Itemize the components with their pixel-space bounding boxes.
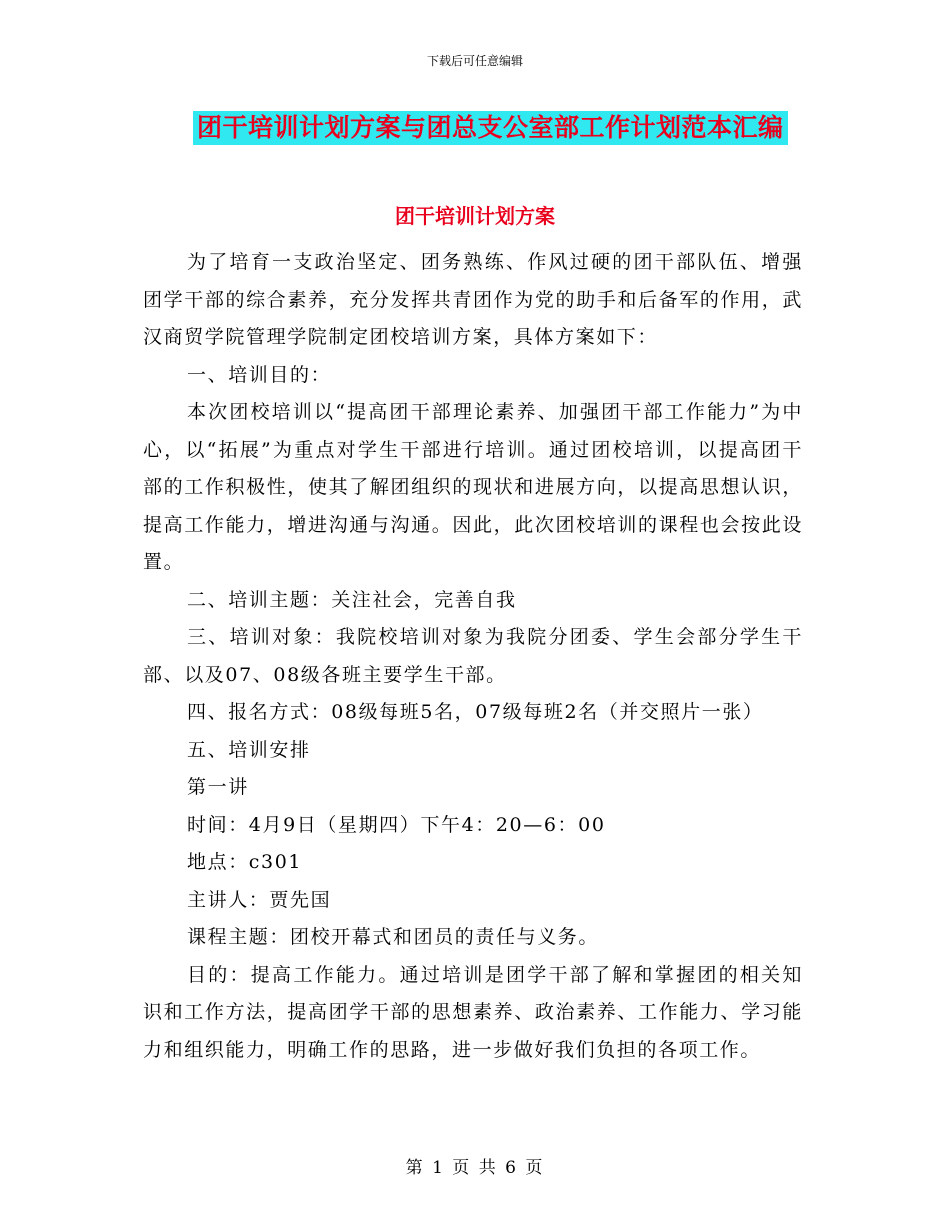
paragraph-theme: 二、培训主题：关注社会，完善自我 xyxy=(187,588,517,611)
document-body xyxy=(143,244,803,1069)
paragraph-time: 时间：4月9日（星期四）下午4：20—6：00 xyxy=(187,813,606,836)
section-title: 团干培训计划方案 xyxy=(395,204,555,228)
paragraph-purpose: 本次团校培训以“提高团干部理论素养、加强团干部工作能力”为中心，以“拓展”为重点对学生干部进行培训。通过团校培训，以提高团干部的工作积极性，使其了解团组织的现状和进展方向，以提高思想认识，提高工作能力，增进沟通与沟通。因此，此次团校培训的课程也会按此设置。 xyxy=(143,401,803,573)
paragraph-location: 地点：c301 xyxy=(187,851,303,873)
paragraph-speaker: 主讲人：贾先国 xyxy=(187,888,332,911)
paragraph-lecture-one: 第一讲 xyxy=(187,776,249,798)
page-footer: 第 1 页 共 6 页 xyxy=(405,1158,545,1178)
header-note: 下载后可任意编辑 xyxy=(426,54,523,68)
paragraph-objective: 目的：提高工作能力。通过培训是团学干部了解和掌握团的相关知识和工作方法，提高团学干部的思想素养、政治素养、工作能力、学习能力和组织能力，明确工作的思路，进一步做好我们负担的各项工作。 xyxy=(143,963,803,1061)
paragraph-target: 三、培训对象：我院校培训对象为我院分团委、学生会部分学生干部、以及07、08级各班主要学生干部。 xyxy=(143,626,803,686)
paragraph-registration: 四、报名方式：08级每班5名，07级每班2名（并交照片一张） xyxy=(187,701,764,723)
paragraph-heading-purpose: 一、培训目的： xyxy=(187,363,332,386)
paragraph-schedule-heading: 五、培训安排 xyxy=(187,738,311,761)
paragraph-course-theme: 课程主题：团校开幕式和团员的责任与义务。 xyxy=(187,926,600,948)
paragraph-intro: 为了培育一支政治坚定、团务熟练、作风过硬的团干部队伍、增强团学干部的综合素养，充分发挥共青团作为党的助手和后备军的作用，武汉商贸学院管理学院制定团校培训方案，具体方案如下： xyxy=(143,251,803,348)
document-title: 团干培训计划方案与团总支公室部工作计划范本汇编 xyxy=(193,111,788,145)
